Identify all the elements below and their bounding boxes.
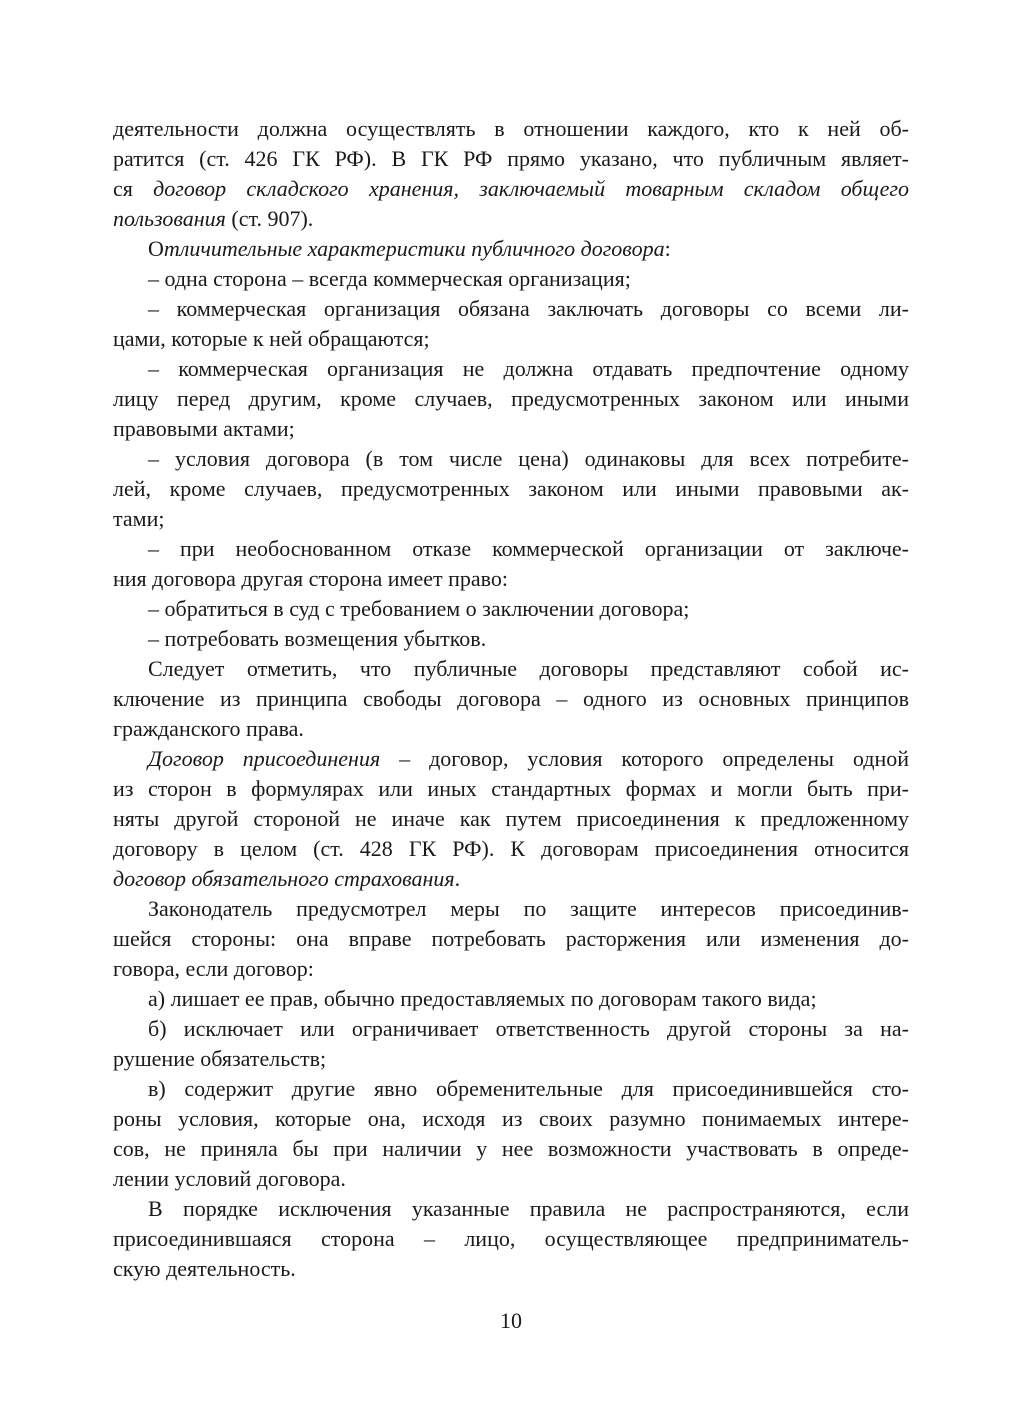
text-line <box>113 714 909 744</box>
italic-term: тличительные характеристики публичного договора <box>163 236 665 261</box>
paragraph <box>113 594 909 624</box>
text-run: а) лишает ее прав, обычно предоставляемых по договорам такого вида; <box>148 986 817 1011</box>
text-line <box>113 894 909 924</box>
text-run: – коммерческая организация обязана заключать договоры со всеми ли- <box>148 296 909 321</box>
text-run: роны условия, которые она, исходя из своих разумно понимаемых интере- <box>113 1106 909 1131</box>
text-line <box>113 384 909 414</box>
text-run: цами, которые к ней обращаются; <box>113 326 430 351</box>
text-run: гражданского права. <box>113 716 304 741</box>
text-run: . <box>454 866 461 891</box>
paragraph <box>113 654 909 744</box>
text-line <box>113 204 909 234</box>
text-line <box>113 804 909 834</box>
text-run: лении условий договора. <box>113 1166 346 1191</box>
text-line <box>113 414 909 444</box>
text-line <box>113 624 909 654</box>
text-line <box>113 924 909 954</box>
text-run: деятельности должна осуществлять в отношении каждого, кто к ней об- <box>113 116 909 141</box>
text-run: – одна сторона – всегда коммерческая организация; <box>148 266 631 291</box>
paragraph <box>113 1194 909 1284</box>
text-line <box>113 1014 909 1044</box>
text-run: лей, кроме случаев, предусмотренных законом или иными правовыми ак- <box>113 476 909 501</box>
text-line <box>113 654 909 684</box>
text-run: – обратиться в суд с требованием о заключении договора; <box>148 596 690 621</box>
text-run: ратится (ст. 426 ГК РФ). В ГК РФ прямо указано, что публичным являет- <box>113 146 909 171</box>
paragraph <box>113 234 909 264</box>
paragraph <box>113 264 909 294</box>
text-run: ключение из принципа свободы договора – одного из основных принципов <box>113 686 909 711</box>
text-line <box>113 474 909 504</box>
paragraph <box>113 444 909 534</box>
paragraph <box>113 894 909 984</box>
text-run: лицу перед другим, кроме случаев, предусмотренных законом или иными <box>113 386 909 411</box>
text-run: б) исключает или ограничивает ответственность другой стороны за на- <box>148 1016 909 1041</box>
paragraph <box>113 534 909 594</box>
text-line <box>113 354 909 384</box>
text-run: (ст. 907). <box>225 206 314 231</box>
text-line <box>113 744 909 774</box>
text-run: договору в целом (ст. 428 ГК РФ). К договорам присоединения относится <box>113 836 909 861</box>
paragraph <box>113 1074 909 1194</box>
text-line <box>113 324 909 354</box>
text-run: сов, не приняла бы при наличии у нее возможности участвовать в опреде- <box>113 1136 909 1161</box>
page-number: 10 <box>500 1308 522 1333</box>
italic-term: договор складского хранения, заключаемый товарным складом общего <box>153 176 909 201</box>
text-run: в) содержит другие явно обременительные для присоединившейся сто- <box>148 1076 909 1101</box>
text-line <box>113 144 909 174</box>
text-line <box>113 234 909 264</box>
body-text <box>113 114 909 1284</box>
text-run: правовыми актами; <box>113 416 295 441</box>
text-line <box>113 534 909 564</box>
text-line <box>113 564 909 594</box>
text-line <box>113 1044 909 1074</box>
italic-term: Договор присоединения <box>148 746 381 771</box>
text-run: ся <box>113 176 154 201</box>
paragraph <box>113 1014 909 1074</box>
text-line <box>113 444 909 474</box>
text-line <box>113 684 909 714</box>
paragraph <box>113 624 909 654</box>
text-run: – условия договора (в том числе цена) одинаковы для всех потребите- <box>148 446 909 471</box>
text-line <box>113 1254 909 1284</box>
text-run: говора, если договор: <box>113 956 314 981</box>
paragraph <box>113 294 909 354</box>
italic-term: договор обязательного страхования <box>113 866 455 891</box>
text-line <box>113 1104 909 1134</box>
paragraph <box>113 354 909 444</box>
text-line <box>113 174 909 204</box>
paragraph <box>113 984 909 1014</box>
text-run: присоединившаяся сторона – лицо, осуществляющее предприниматель- <box>113 1226 909 1251</box>
text-line <box>113 954 909 984</box>
text-line <box>113 774 909 804</box>
text-line <box>113 594 909 624</box>
text-line <box>113 984 909 1014</box>
paragraph <box>113 744 909 894</box>
text-line <box>113 1194 909 1224</box>
text-run: : <box>664 236 671 261</box>
text-run: ния договора другая сторона имеет право: <box>113 566 509 591</box>
italic-term: пользования <box>113 206 226 231</box>
text-line <box>113 1224 909 1254</box>
text-line <box>113 504 909 534</box>
text-line <box>113 864 909 894</box>
text-run: из сторон в формулярах или иных стандартных формах и могли быть при- <box>113 776 909 801</box>
text-line <box>113 1134 909 1164</box>
text-run: Следует отметить, что публичные договоры представляют собой ис- <box>148 656 909 681</box>
text-run: – потребовать возмещения убытков. <box>148 626 487 651</box>
text-line <box>113 114 909 144</box>
text-run: шейся стороны: она вправе потребовать расторжения или изменения до- <box>113 926 909 951</box>
paragraph <box>113 114 909 234</box>
text-run: рушение обязательств; <box>113 1046 327 1071</box>
text-run: – коммерческая организация не должна отдавать предпочтение одному <box>148 356 909 381</box>
text-run: – договор, условия которого определены одной <box>380 746 909 771</box>
text-run: няты другой стороной не иначе как путем присоединения к предложенному <box>113 806 909 831</box>
text-line <box>113 1164 909 1194</box>
text-line <box>113 264 909 294</box>
text-line <box>113 294 909 324</box>
text-run: скую деятельность. <box>113 1256 296 1281</box>
text-run: – при необоснованном отказе коммерческой организации от заключе- <box>148 536 909 561</box>
text-run: Законодатель предусмотрел меры по защите интересов присоединив- <box>148 896 909 921</box>
text-line <box>113 834 909 864</box>
text-line <box>113 1074 909 1104</box>
text-run: О <box>148 236 164 261</box>
text-run: В порядке исключения указанные правила не распространяются, если <box>148 1196 909 1221</box>
text-run: тами; <box>113 506 165 531</box>
